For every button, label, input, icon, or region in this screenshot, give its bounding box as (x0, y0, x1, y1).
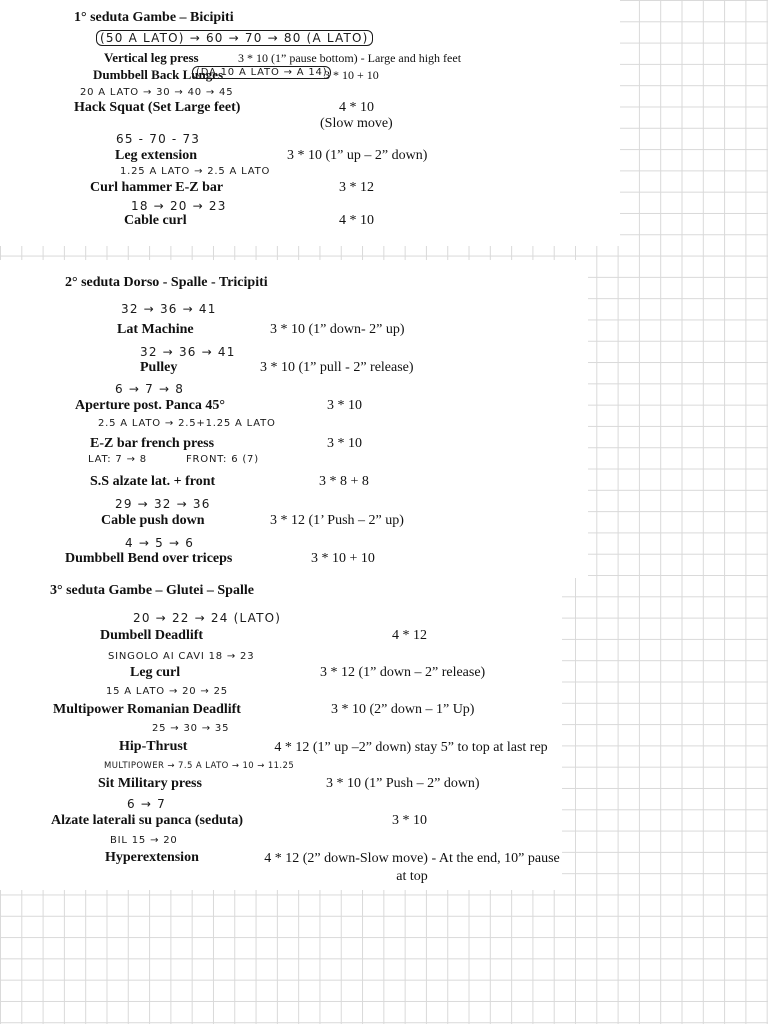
exercise-scheme: 3 * 10 (392, 813, 427, 828)
handwritten-note: 25 → 30 → 35 (152, 723, 230, 734)
handwritten-note: 6 → 7 → 8 (115, 382, 185, 396)
exercise-scheme: 3 * 12 (1” down – 2” release) (320, 665, 486, 680)
handwritten-note: SINGOLO AI CAVI 18 → 23 (108, 651, 255, 662)
exercise-scheme: 3 * 10 + 10 (311, 551, 375, 566)
handwritten-note: MULTIPOWER → 7.5 A LATO → 10 → 11.25 (104, 761, 295, 771)
handwritten-note: 32 → 36 → 41 (121, 302, 217, 316)
exercise-scheme: 4 * 10 (339, 213, 374, 228)
exercise-scheme: 3 * 10 (327, 436, 362, 451)
exercise-name: Multipower Romanian Deadlift (53, 702, 241, 717)
handwritten-note: 1.25 A LATO → 2.5 A LATO (120, 166, 271, 177)
session-2-panel (0, 260, 588, 578)
exercise-name: Cable curl (124, 213, 187, 228)
handwritten-note: 20 → 22 → 24 (LATO) (133, 611, 282, 625)
handwritten-note: 20 A LATO → 30 → 40 → 45 (80, 87, 234, 98)
handwritten-note: 29 → 32 → 36 (115, 497, 211, 511)
exercise-name: Cable push down (101, 513, 205, 528)
exercise-name: Aperture post. Panca 45° (75, 398, 225, 413)
exercise-name: Leg curl (130, 665, 181, 680)
exercise-name: Dumbbell Bend over triceps (65, 551, 233, 566)
handwritten-note: 2.5 A LATO → 2.5+1.25 A LATO (98, 418, 276, 429)
handwritten-note: 32 → 36 → 41 (140, 345, 236, 359)
exercise-name: Dumbell Deadlift (100, 628, 204, 643)
exercise-scheme: 4 * 12 (2” down-Slow move) - At the end, 10” pause at top (264, 851, 560, 884)
handwritten-note: 6 → 7 (127, 797, 166, 811)
exercise-name: Hyperextension (105, 850, 199, 865)
exercise-name: Curl hammer E-Z bar (90, 180, 224, 195)
exercise-scheme: 3 * 10 + 10 (324, 68, 379, 82)
exercise-scheme: 3 * 12 (1’ Push – 2” up) (270, 513, 404, 528)
handwritten-note: (50 A LATO) → 60 → 70 → 80 (A LATO) (96, 30, 373, 46)
exercise-scheme: 4 * 12 (1” up –2” down) stay 5” to top at last rep (274, 740, 548, 755)
handwritten-note: LAT: 7 → 8 (88, 454, 147, 465)
handwritten-note: 65 - 70 - 73 (116, 132, 201, 146)
exercise-name: Lat Machine (117, 322, 194, 337)
exercise-name: Sit Military press (98, 776, 202, 791)
exercise-name: Pulley (140, 360, 178, 375)
exercise-scheme: 3 * 10 (1” Push – 2” down) (326, 776, 480, 791)
handwritten-note: 15 A LATO → 20 → 25 (106, 686, 228, 697)
exercise-scheme: 3 * 10 (1” down- 2” up) (270, 322, 405, 337)
exercise-name: Alzate laterali su panca (seduta) (51, 813, 244, 828)
session-title: 1° seduta Gambe – Bicipiti (74, 10, 234, 25)
exercise-scheme-extra: (Slow move) (320, 116, 393, 131)
exercise-scheme: 3 * 10 (1” pause bottom) - Large and high feet (238, 51, 462, 65)
exercise-name: Leg extension (115, 148, 198, 163)
exercise-scheme: 3 * 10 (1” pull - 2” release) (260, 360, 414, 375)
exercise-name: Hack Squat (Set Large feet) (74, 100, 241, 115)
session-title: 2° seduta Dorso - Spalle - Tricipiti (65, 275, 268, 290)
exercise-scheme: 3 * 8 + 8 (319, 474, 369, 489)
exercise-scheme: 4 * 10 (339, 100, 374, 115)
handwritten-note: BIL 15 → 20 (110, 835, 178, 846)
exercise-name: Vertical leg press (104, 50, 199, 65)
exercise-scheme: 3 * 10 (1” up – 2” down) (287, 148, 428, 163)
exercise-scheme: 3 * 10 (2” down – 1” Up) (331, 702, 475, 717)
exercise-name: Hip-Thrust (119, 739, 188, 754)
exercise-name: Dumbbell Back Lunges (93, 67, 224, 82)
handwritten-note: 4 → 5 → 6 (125, 536, 195, 550)
session-title: 3° seduta Gambe – Glutei – Spalle (50, 583, 254, 598)
exercise-scheme: 3 * 12 (339, 180, 374, 195)
handwritten-note: (DA 10 A LATO → A 14) (192, 66, 331, 79)
exercise-scheme: 3 * 10 (327, 398, 362, 413)
handwritten-note: 18 → 20 → 23 (131, 199, 227, 213)
exercise-scheme: 4 * 12 (392, 628, 427, 643)
exercise-name: S.S alzate lat. + front (90, 474, 216, 489)
exercise-name: E-Z bar french press (90, 436, 215, 451)
handwritten-note: FRONT: 6 (7) (186, 454, 259, 465)
